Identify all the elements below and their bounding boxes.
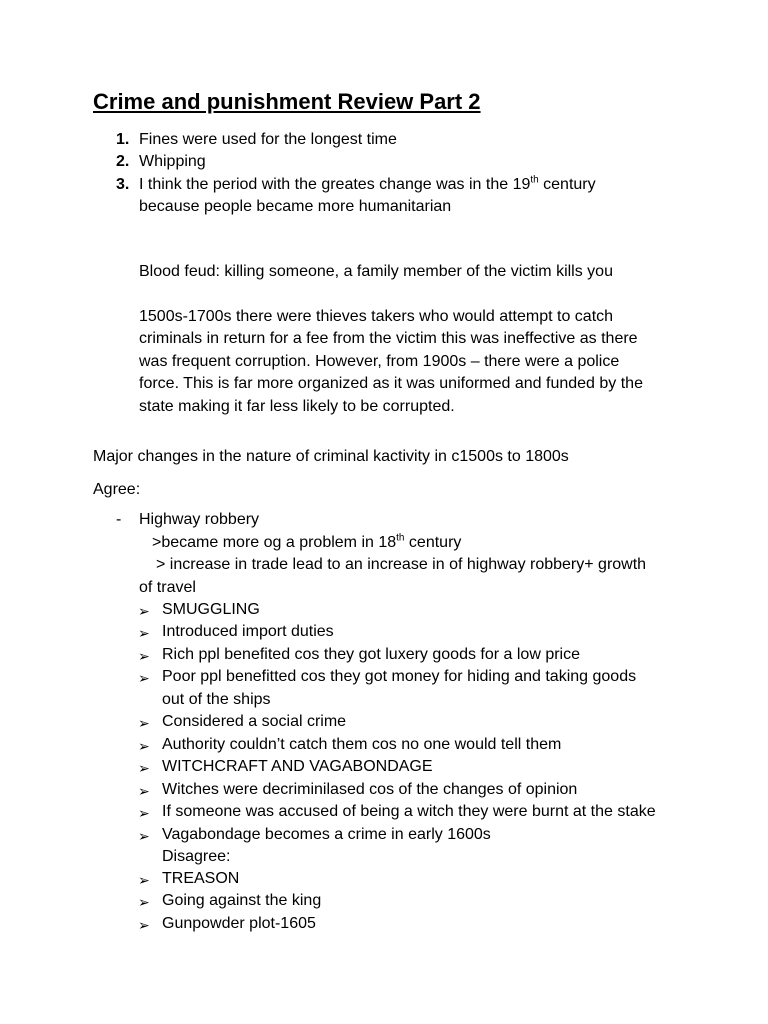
agree-label: Agree: [93, 481, 141, 498]
superscript: th [530, 174, 539, 186]
paragraph-line: was frequent corruption. However, from 1900s – there were a police [139, 353, 620, 370]
bullet-text: Vagabondage becomes a crime in early 1600s [162, 826, 491, 843]
sub-point-text: > increase in trade lead to an increase in of highway robbery+ growth [156, 556, 647, 573]
arrow-bullet-icon: ➢ [138, 648, 150, 664]
document-title: Crime and punishment Review Part 2 [93, 89, 481, 114]
bullet-text: Introduced import duties [162, 623, 334, 640]
list-number: 2. [116, 153, 130, 170]
bullet-text: SMUGGLING [162, 601, 260, 618]
bullet-text: Authority couldn’t catch them cos no one would tell them [162, 736, 562, 753]
highway-robbery-text: Highway robbery [139, 511, 260, 528]
arrow-bullet-icon: ➢ [138, 828, 150, 844]
paragraph-line: force. This is far more organized as it was uniformed and funded by the [139, 375, 643, 392]
list-number: 3. [116, 176, 130, 193]
sub-point-text-continued: of travel [139, 579, 196, 596]
bullet-text: WITCHCRAFT AND VAGABONDAGE [162, 758, 433, 775]
bullet-text: TREASON [162, 870, 240, 887]
list-item-text: Whipping [139, 153, 206, 170]
sub-point-part: >became more og a problem in 18 [152, 534, 397, 551]
sub-point-part: century [404, 534, 462, 551]
bullet-text: Poor ppl benefitted cos they got money for hiding and taking goods [162, 668, 637, 685]
arrow-bullet-icon: ➢ [138, 894, 150, 910]
arrow-bullet-icon: ➢ [138, 783, 150, 799]
bullet-text: If someone was accused of being a witch they were burnt at the stake [162, 803, 656, 820]
paragraph-line: 1500s-1700s there were thieves takers who would attempt to catch [139, 308, 614, 325]
bullet-text-continued: out of the ships [162, 691, 271, 708]
paragraph-line: state making it far less likely to be corrupted. [139, 398, 455, 415]
bullet-text: Gunpowder plot-1605 [162, 915, 316, 932]
superscript: th [396, 532, 405, 544]
sub-point-text [152, 532, 461, 554]
list-item-text-continued: because people became more humanitarian [139, 198, 452, 215]
arrow-bullet-icon: ➢ [138, 715, 150, 731]
dash-bullet: - [116, 511, 122, 528]
arrow-bullet-icon: ➢ [138, 917, 150, 933]
arrow-bullet-icon: ➢ [138, 738, 150, 754]
list-item-text [139, 174, 596, 196]
arrow-bullet-icon: ➢ [138, 760, 150, 776]
arrow-bullet-icon: ➢ [138, 670, 150, 686]
bullet-text: Considered a social crime [162, 713, 347, 730]
bullet-text: Witches were decriminilased cos of the changes of opinion [162, 781, 578, 798]
bullet-text: Going against the king [162, 892, 322, 909]
disagree-label: Disagree: [162, 848, 231, 865]
list-number: 1. [116, 131, 130, 148]
arrow-bullet-icon: ➢ [138, 805, 150, 821]
bullet-text: Rich ppl benefited cos they got luxery goods for a low price [162, 646, 581, 663]
list-item-text: Fines were used for the longest time [139, 131, 397, 148]
list-item-text-part: century [538, 176, 596, 193]
section-heading: Major changes in the nature of criminal kactivity in c1500s to 1800s [93, 448, 569, 465]
list-item-text-part: I think the period with the greates change was in the 19 [139, 176, 531, 193]
paragraph-line: criminals in return for a fee from the victim this was ineffective as there [139, 330, 638, 347]
arrow-bullet-icon: ➢ [138, 603, 150, 619]
arrow-bullet-icon: ➢ [138, 872, 150, 888]
arrow-bullet-icon: ➢ [138, 625, 150, 641]
blood-feud-text: Blood feud: killing someone, a family member of the victim kills you [139, 263, 613, 280]
